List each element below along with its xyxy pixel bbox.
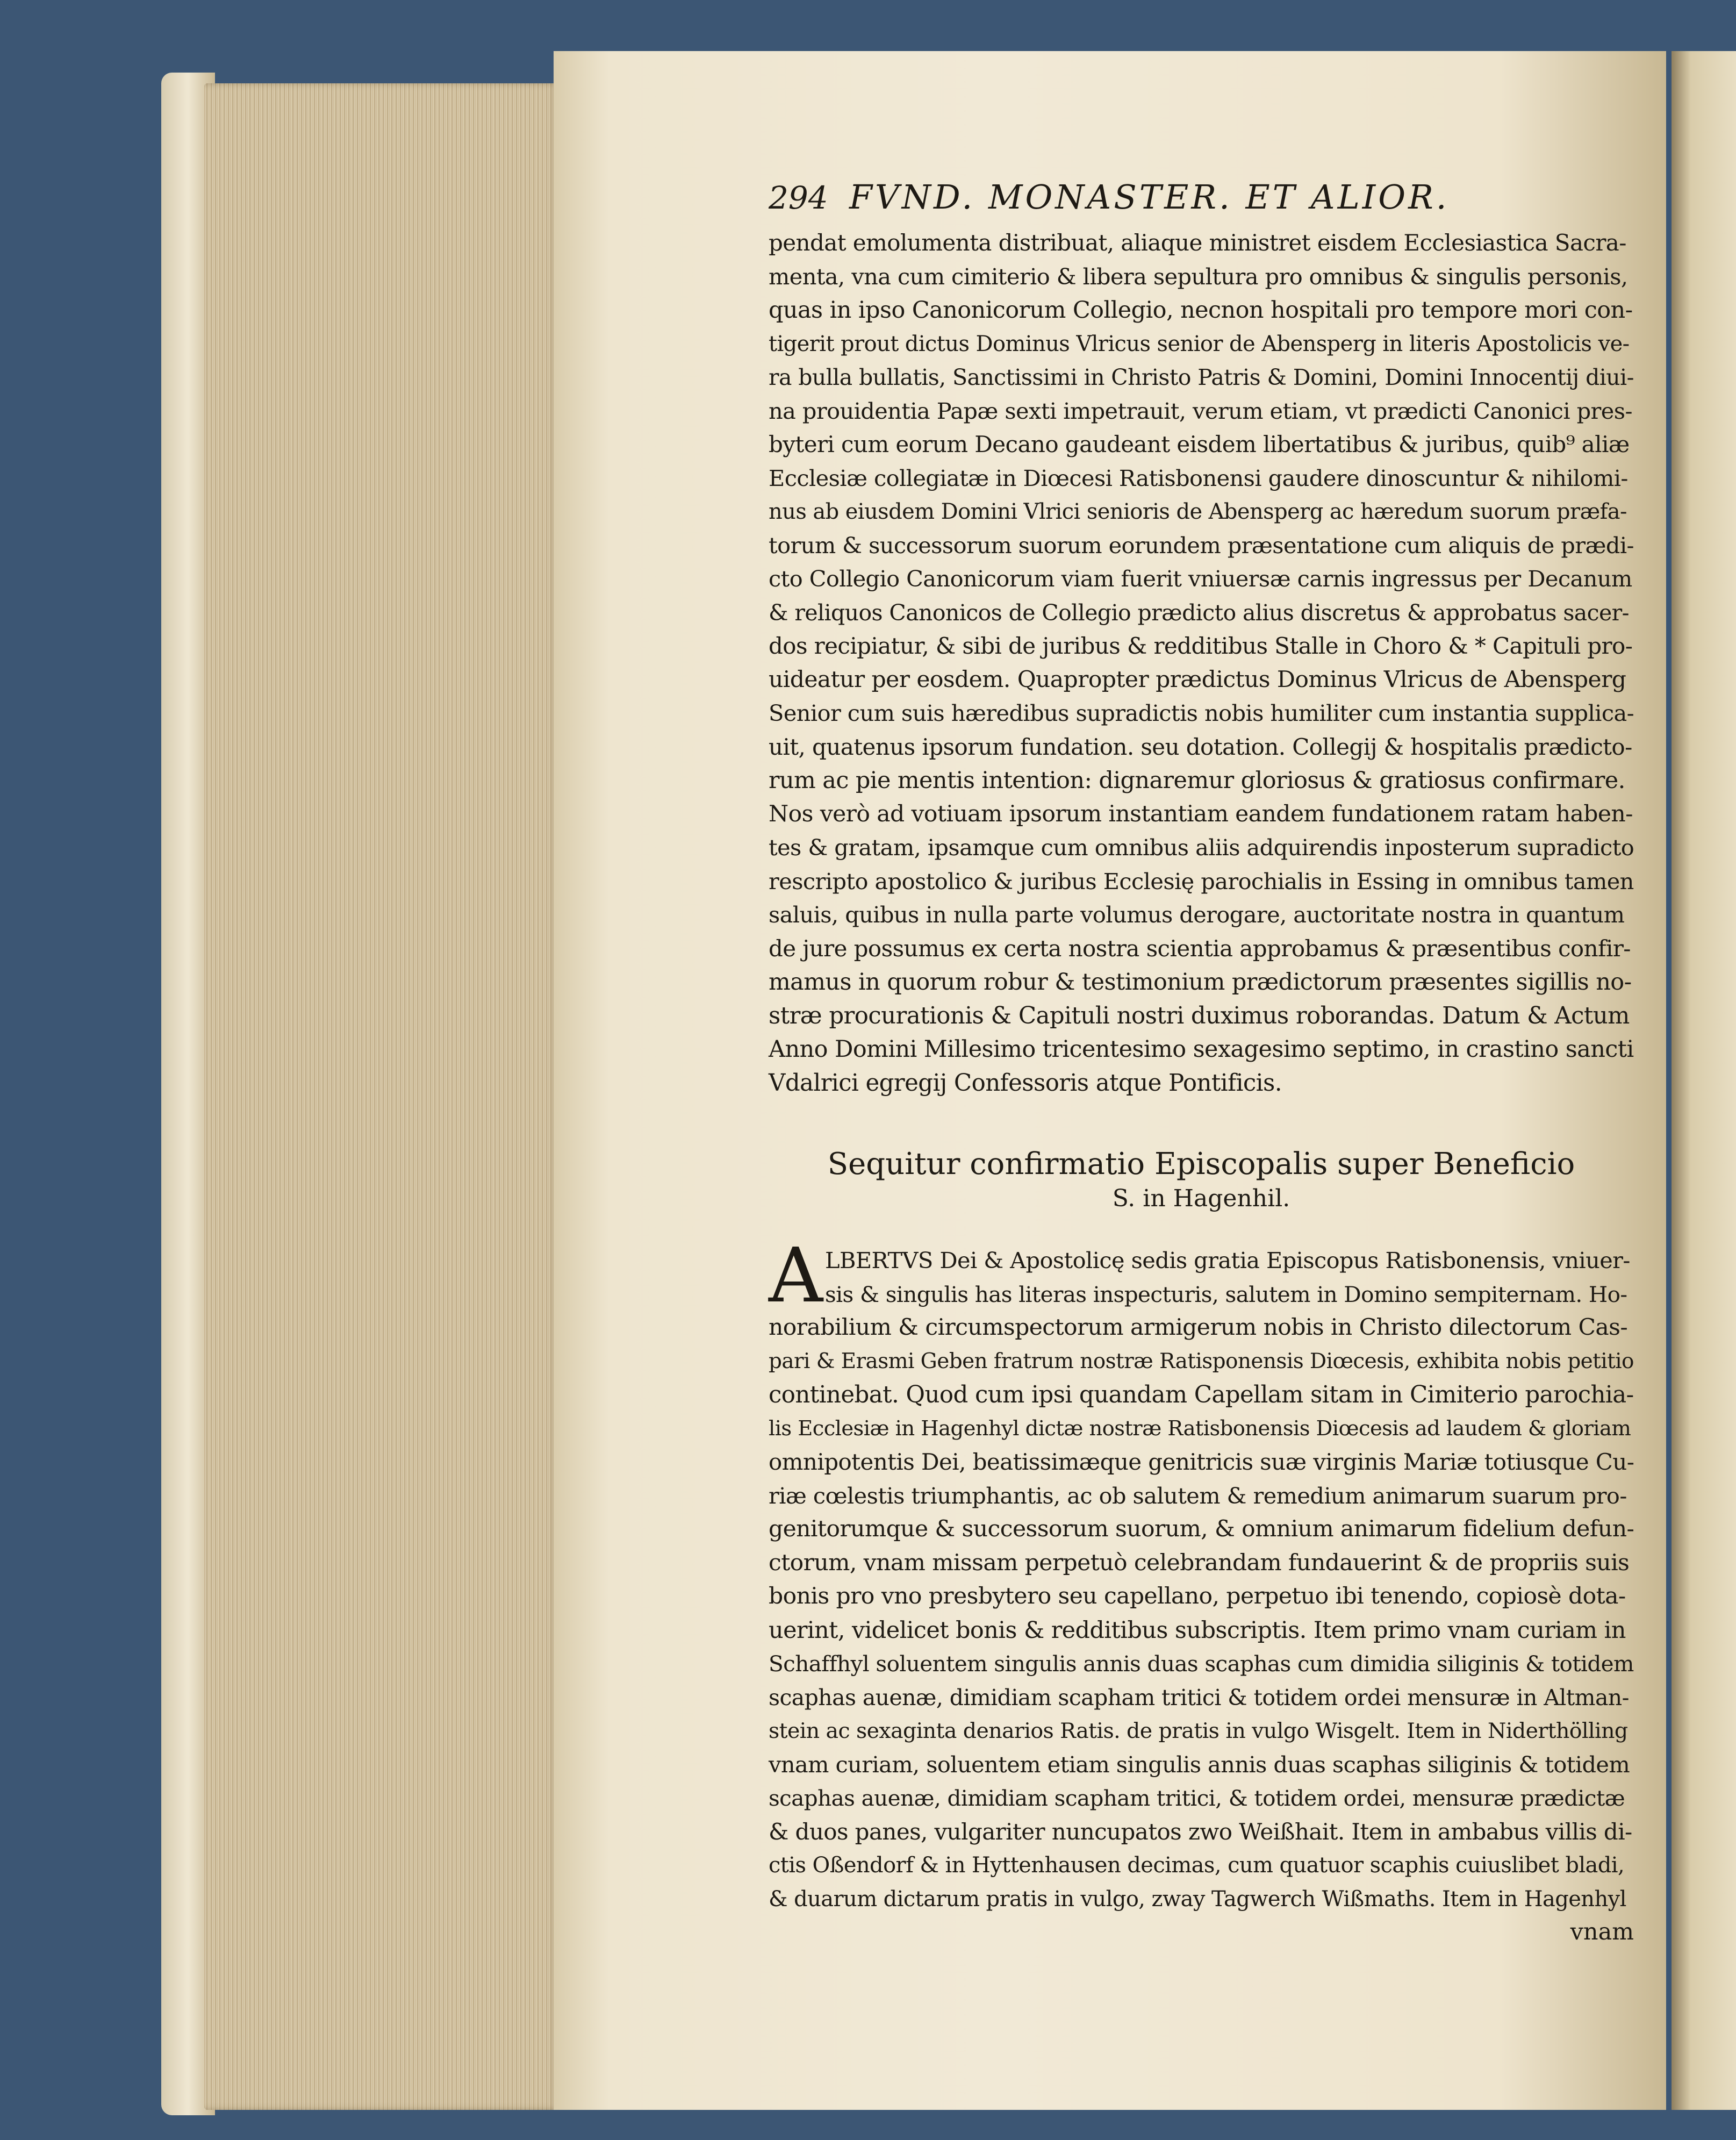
section-text-line: stein ac sexaginta denarios Ratis. de pratis in vulgo Wisgelt. Item in Niderthölling (769, 1719, 1628, 1743)
running-title: FVND. MONASTER. ET ALIOR. (849, 177, 1450, 217)
text-line: mamus in quorum robur & testimonium prædictorum præsentes sigillis no- (769, 969, 1632, 996)
text-line: na prouidentia Papæ sexti impetrauit, verum etiam, vt prædicti Canonici pres- (769, 397, 1632, 424)
section-text-line: omnipotentis Dei, beatissimæque genitricis suæ virginis Mariæ totiusque Cu- (769, 1449, 1634, 1475)
section-text-line: riæ cœlestis triumphantis, ac ob salutem & remedium animarum suarum pro- (769, 1482, 1627, 1509)
section-text-line: pari & Erasmi Geben fratrum nostræ Ratisponensis Diœcesis, exhibita nobis petitio (769, 1349, 1634, 1373)
text-line: ra bulla bullatis, Sanctissimi in Christo Patris & Domini, Domini Innocentij diui- (769, 364, 1634, 390)
section-text-line: LBERTVS Dei & Apostolicę sedis gratia Episcopus Ratisbonensis, vniuer- (825, 1247, 1630, 1273)
section-text-line: norabilium & circumspectorum armigerum nobis in Christo dilectorum Cas- (769, 1314, 1628, 1341)
section-text-line: continebat. Quod cum ipsi quandam Capellam sitam in Cimiterio parochia- (769, 1382, 1634, 1408)
text-line: rum ac pie mentis intention: dignaremur gloriosus & gratiosus confirmare. (769, 767, 1625, 794)
text-line: saluis, quibus in nulla parte volumus derogare, auctoritate nostra in quantum (769, 901, 1625, 928)
text-line: rescripto apostolico & juribus Ecclesię parochialis in Essing in omnibus tamen (769, 868, 1634, 894)
section-text-line: Schaffhyl soluentem singulis annis duas scaphas cum dimidia siliginis & totidem (769, 1651, 1634, 1677)
page-block-edges (204, 83, 559, 2110)
text-line: cto Collegio Canonicorum viam fuerit vniuersæ carnis ingressus per Decanum (769, 566, 1632, 592)
page-number: 294 (769, 180, 828, 216)
left-page (554, 51, 1666, 2110)
text-line: tigerit prout dictus Dominus Vlricus senior de Abensperg in literis Apostolicis ve- (769, 331, 1630, 356)
drop-initial: A (769, 1232, 823, 1320)
right-page-edge (1672, 51, 1736, 2110)
text-line: menta, vna cum cimiterio & libera sepultura pro omnibus & singulis personis, (769, 263, 1628, 290)
text-line: Nos verò ad votiuam ipsorum instantiam eandem fundationem ratam haben- (769, 800, 1633, 827)
page-content (769, 177, 1634, 1948)
section-text-line: scaphas auenæ, dimidiam scapham tritici & totidem ordei mensuræ in Altman- (769, 1684, 1629, 1710)
page-header (769, 177, 1634, 217)
text-line: de jure possumus ex certa nostra scientia approbamus & præsentibus confir- (769, 935, 1631, 962)
section-text (769, 1232, 1634, 1916)
text-line: dos recipiatur, & sibi de juribus & redditibus Stalle in Choro & * Capituli pro- (769, 633, 1633, 659)
section-text-line: lis Ecclesiæ in Hagenhyl dictæ nostræ Ratisbonensis Diœcesis ad laudem & gloriam (769, 1416, 1631, 1441)
section-text-line: ctorum, vnam missam perpetuò celebrandam fundauerint & de propriis suis (769, 1549, 1630, 1576)
text-line: quas in ipso Canonicorum Collegio, necnon hospitali pro tempore mori con- (769, 297, 1633, 324)
text-line: uit, quatenus ipsorum fundation. seu dotation. Collegij & hospitalis prædicto- (769, 733, 1632, 760)
section-text-line: scaphas auenæ, dimidiam scapham tritici, & totidem ordei, mensuræ prædictæ (769, 1785, 1625, 1811)
section-heading: Sequitur confirmatio Episcopalis super Beneficio (827, 1147, 1575, 1182)
body-text (769, 226, 1634, 1100)
section-body (769, 1232, 1634, 1916)
text-line: Anno Domini Millesimo tricentesimo sexagesimo septimo, in crastino sancti (769, 1036, 1634, 1063)
text-line: torum & successorum suorum eorundem præsentatione cum aliquis de prædi- (769, 532, 1634, 559)
text-line: & reliquos Canonicos de Collegio prædicto alius discretus & approbatus sacer- (769, 599, 1629, 626)
section-text-line: vnam curiam, soluentem etiam singulis annis duas scaphas siliginis & totidem (769, 1751, 1630, 1778)
section-text-line: uerint, videlicet bonis & redditibus subscriptis. Item primo vnam curiam in (769, 1616, 1626, 1644)
section-text-line: & duos panes, vulgariter nuncupatos zwo Weißhait. Item in ambabus villis di- (769, 1818, 1632, 1845)
text-line: byteri cum eorum Decano gaudeant eisdem libertatibus & juribus, quib⁹ aliæ (769, 431, 1630, 457)
text-line: uideatur per eosdem. Quapropter prædictus Dominus Vlricus de Abensperg (769, 666, 1626, 693)
text-line: tes & gratam, ipsamque cum omnibus aliis adquirendis inposterum supradicto (769, 834, 1634, 861)
section-text-line: bonis pro vno presbytero seu capellano, perpetuo ibi tenendo, copiosè dota- (769, 1583, 1626, 1609)
text-line: stræ procurationis & Capituli nostri duximus roborandas. Datum & Actum (769, 1002, 1630, 1029)
section-subheading: S. in Hagenhil. (1112, 1185, 1290, 1212)
section-text-line: ctis Oßendorf & in Hyttenhausen decimas, cum quatuor scaphis cuiuslibet bladi, (769, 1853, 1625, 1878)
text-line: pendat emolumenta distribuat, aliaque ministret eisdem Ecclesiastica Sacra- (769, 230, 1626, 256)
section-text-line: & duarum dictarum pratis in vulgo, zway Tagwerch Wißmaths. Item in Hagenhyl (769, 1886, 1626, 1912)
text-line: Senior cum suis hæredibus supradictis nobis humiliter cum instantia supplica- (769, 700, 1634, 726)
section-text-line: genitorumque & successorum suorum, & omnium animarum fidelium defun- (769, 1516, 1634, 1542)
section-text-line: sis & singulis has literas inspecturis, salutem in Domino sempiternam. Ho- (825, 1281, 1627, 1307)
text-line: Ecclesiæ collegiatæ in Diœcesi Ratisbonensi gaudere dinoscuntur & nihilomi- (769, 464, 1628, 491)
catchword: vnam (1570, 1919, 1634, 1945)
text-line: Vdalrici egregij Confessoris atque Pontificis. (769, 1069, 1282, 1097)
text-line: nus ab eiusdem Domini Vlrici senioris de Abensperg ac hæredum suorum præfa- (769, 499, 1627, 524)
open-book (145, 51, 1634, 2110)
